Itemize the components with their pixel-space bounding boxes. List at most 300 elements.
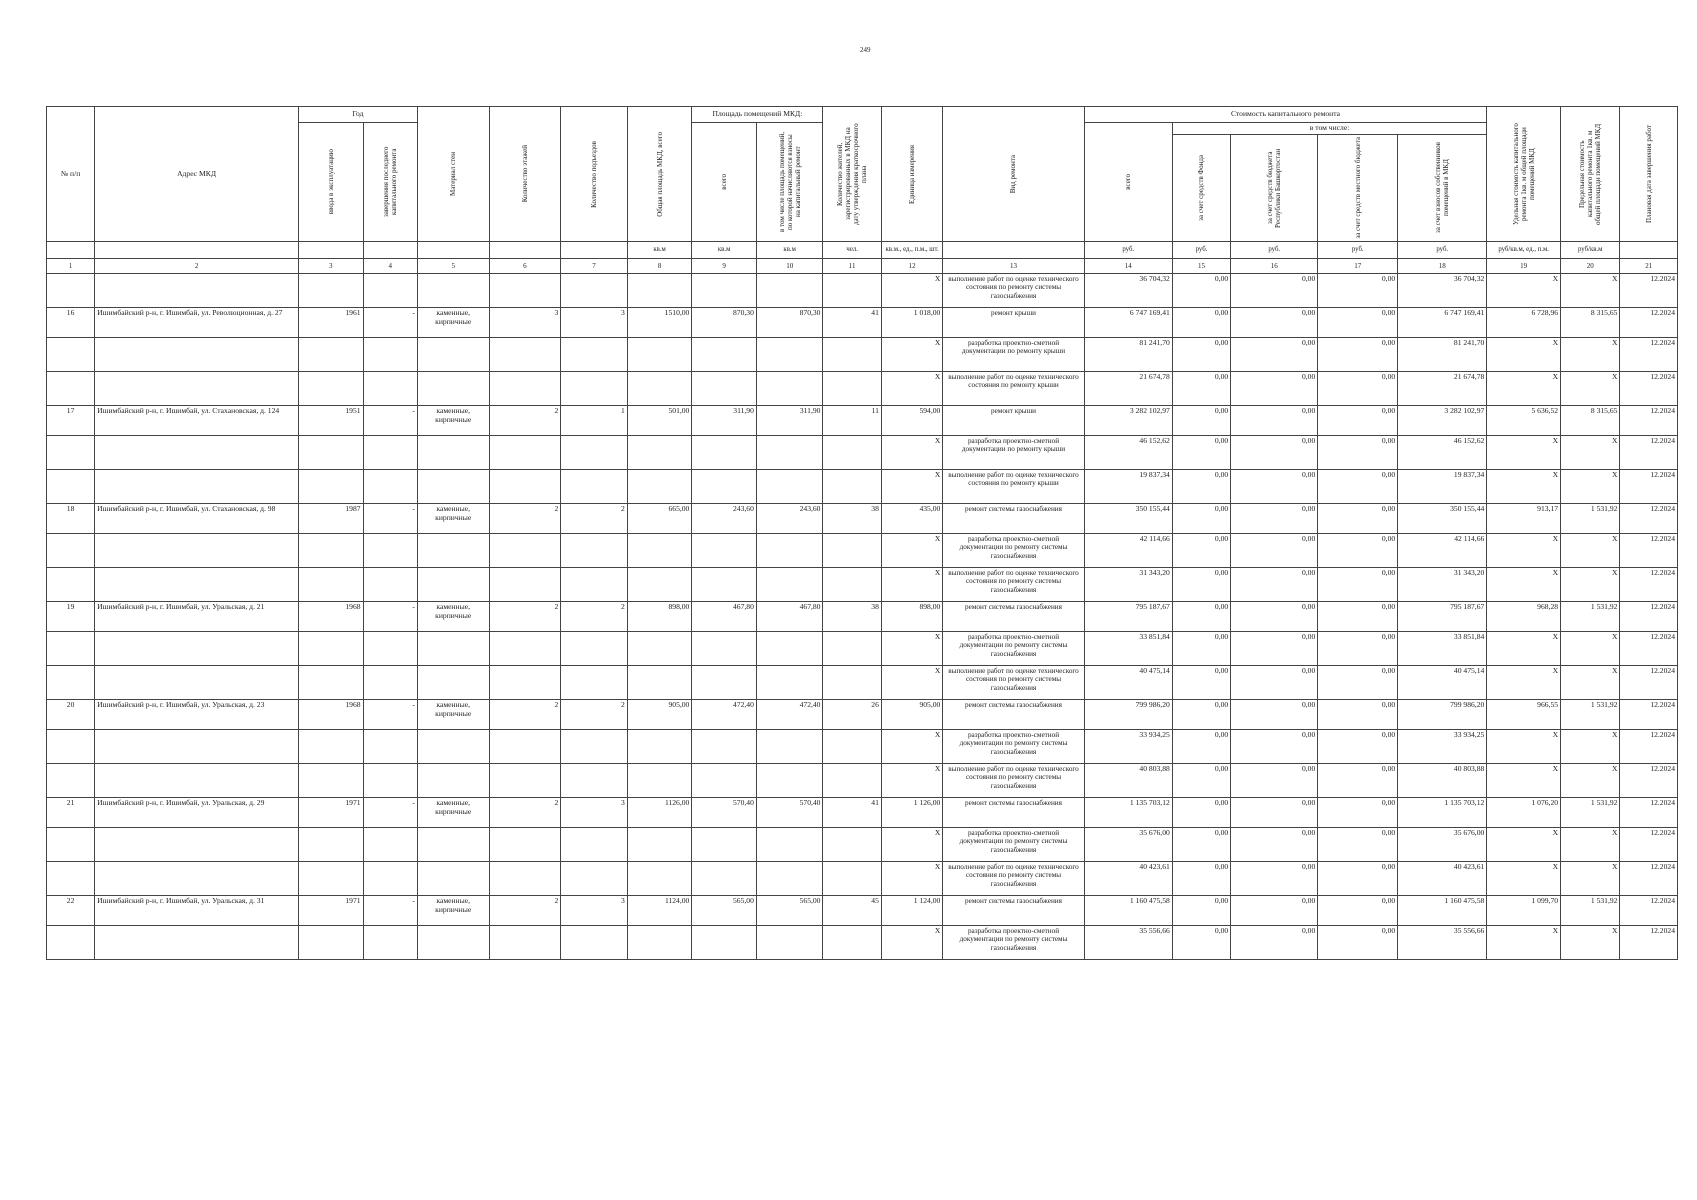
cost-fund-cell: 0,00 — [1172, 828, 1230, 862]
repair-type-cell: выполнение работ по оценке технического состояния по ремонту крыши — [943, 470, 1084, 504]
max-cost-cell: X — [1561, 274, 1620, 308]
empty-cell — [823, 274, 881, 308]
empty-cell — [299, 828, 364, 862]
repair-type-cell: разработка проектно-сметной документации по ремонту крыши — [943, 436, 1084, 470]
empty-cell — [417, 470, 489, 504]
empty-cell — [417, 534, 489, 568]
cost-total-cell: 36 704,32 — [1084, 274, 1172, 308]
cost-owners-cell: 81 241,70 — [1398, 338, 1487, 372]
table-row — [47, 862, 1678, 896]
header-max-cost: Предельная стоимость капитального ремонта 1кв. м общей площади помещений МКД — [1561, 107, 1620, 242]
empty-cell — [823, 372, 881, 406]
cost-local-cell: 0,00 — [1318, 274, 1398, 308]
empty-cell — [823, 666, 881, 700]
empty-cell — [561, 534, 628, 568]
specific-cost-cell: X — [1487, 568, 1561, 602]
max-cost-cell: X — [1561, 764, 1620, 798]
unit-cell: 898,00 — [881, 602, 942, 632]
row-number: 16 — [47, 308, 95, 338]
max-cost-cell: X — [1561, 436, 1620, 470]
repair-type-cell: разработка проектно-сметной документации по ремонту системы газоснабжения — [943, 534, 1084, 568]
empty-cell — [756, 534, 823, 568]
repair-type-cell: ремонт системы газоснабжения — [943, 896, 1084, 926]
cost-total-cell: 350 155,44 — [1084, 504, 1172, 534]
cost-republic-cell: 0,00 — [1231, 602, 1318, 632]
empty-cell — [756, 730, 823, 764]
floors-cell: 2 — [489, 406, 561, 436]
column-number: 2 — [95, 259, 299, 274]
address-cell: Ишимбайский р-н, г. Ишимбай, ул. Уральская, д. 23 — [95, 700, 299, 730]
cost-fund-cell: 0,00 — [1172, 372, 1230, 406]
table-row — [47, 730, 1678, 764]
total-area-cell: 898,00 — [627, 602, 692, 632]
empty-cell — [95, 730, 299, 764]
unit-cell: 1 018,00 — [881, 308, 942, 338]
total-area-cell: 1510,00 — [627, 308, 692, 338]
unit-c9: кв.м — [692, 242, 757, 259]
empty-cell — [363, 730, 417, 764]
empty-cell — [299, 372, 364, 406]
empty-cell — [489, 862, 561, 896]
cost-fund-cell: 0,00 — [1172, 700, 1230, 730]
empty-cell — [823, 338, 881, 372]
year-last-repair-cell: - — [363, 504, 417, 534]
floors-cell: 3 — [489, 308, 561, 338]
premises-subset-cell: 243,60 — [756, 504, 823, 534]
cost-republic-cell: 0,00 — [1231, 926, 1318, 960]
cost-local-cell: 0,00 — [1318, 436, 1398, 470]
empty-cell — [417, 372, 489, 406]
empty-cell — [756, 436, 823, 470]
empty-cell — [627, 862, 692, 896]
entrances-cell: 2 — [561, 602, 628, 632]
empty-cell — [823, 568, 881, 602]
unit-cell: X — [881, 274, 942, 308]
year-commission-cell: 1961 — [299, 308, 364, 338]
empty-cell — [756, 632, 823, 666]
row-number: 21 — [47, 798, 95, 828]
empty-cell — [692, 436, 757, 470]
unit-c20: руб/кв.м — [1561, 242, 1620, 259]
unit-cell: X — [881, 666, 942, 700]
empty-cell — [823, 926, 881, 960]
empty-cell — [692, 274, 757, 308]
cost-local-cell: 0,00 — [1318, 798, 1398, 828]
address-cell: Ишимбайский р-н, г. Ишимбай, ул. Стахановская, д. 124 — [95, 406, 299, 436]
empty-cell — [489, 274, 561, 308]
cost-local-cell: 0,00 — [1318, 470, 1398, 504]
specific-cost-cell: 1 076,20 — [1487, 798, 1561, 828]
empty-cell — [299, 730, 364, 764]
cost-local-cell: 0,00 — [1318, 862, 1398, 896]
cost-fund-cell: 0,00 — [1172, 338, 1230, 372]
cost-owners-cell: 40 803,88 — [1398, 764, 1487, 798]
premises-area-cell: 565,00 — [692, 896, 757, 926]
cost-owners-cell: 36 704,32 — [1398, 274, 1487, 308]
empty-cell — [756, 764, 823, 798]
repair-type-cell: выполнение работ по оценке технического состояния по ремонту системы газоснабжения — [943, 862, 1084, 896]
column-number: 9 — [692, 259, 757, 274]
empty-cell — [299, 470, 364, 504]
row-number: 17 — [47, 406, 95, 436]
column-number: 7 — [561, 259, 628, 274]
cost-total-cell: 33 934,25 — [1084, 730, 1172, 764]
cost-fund-cell: 0,00 — [1172, 632, 1230, 666]
header-cost-group: Стоимость капитального ремонта — [1084, 107, 1487, 123]
max-cost-cell: X — [1561, 372, 1620, 406]
column-number: 8 — [627, 259, 692, 274]
column-number: 17 — [1318, 259, 1398, 274]
cost-total-cell: 1 135 703,12 — [1084, 798, 1172, 828]
unit-c14: руб. — [1084, 242, 1172, 259]
cost-republic-cell: 0,00 — [1231, 406, 1318, 436]
cost-owners-cell: 46 152,62 — [1398, 436, 1487, 470]
cost-fund-cell: 0,00 — [1172, 274, 1230, 308]
cost-republic-cell: 0,00 — [1231, 730, 1318, 764]
empty-cell — [363, 632, 417, 666]
unit-cell: X — [881, 632, 942, 666]
header-specific-cost: Удельная стоимость капитального ремонта 1кв. м общей площади помещений МКД — [1487, 107, 1561, 242]
empty-cell — [489, 470, 561, 504]
empty-cell — [561, 666, 628, 700]
cost-republic-cell: 0,00 — [1231, 372, 1318, 406]
empty-cell — [299, 338, 364, 372]
max-cost-cell: 1 531,92 — [1561, 700, 1620, 730]
empty-cell — [627, 632, 692, 666]
max-cost-cell: 8 315,65 — [1561, 406, 1620, 436]
year-commission-cell: 1968 — [299, 602, 364, 632]
empty-cell — [47, 338, 95, 372]
unit-cell: 594,00 — [881, 406, 942, 436]
cost-fund-cell: 0,00 — [1172, 504, 1230, 534]
header-wall-material: Материал стен — [417, 107, 489, 242]
empty-cell — [95, 926, 299, 960]
cost-total-cell: 42 114,66 — [1084, 534, 1172, 568]
cost-total-cell: 81 241,70 — [1084, 338, 1172, 372]
unit-cell: X — [881, 436, 942, 470]
year-last-repair-cell: - — [363, 700, 417, 730]
empty-cell — [363, 926, 417, 960]
empty-cell — [823, 764, 881, 798]
repair-type-cell: разработка проектно-сметной документации по ремонту системы газоснабжения — [943, 926, 1084, 960]
entrances-cell: 1 — [561, 406, 628, 436]
repair-type-cell: ремонт системы газоснабжения — [943, 700, 1084, 730]
table-row — [47, 274, 1678, 308]
cost-republic-cell: 0,00 — [1231, 632, 1318, 666]
floors-cell: 2 — [489, 504, 561, 534]
wall-material-cell: каменные, кирпичные — [417, 504, 489, 534]
empty-cell — [47, 534, 95, 568]
cost-owners-cell: 33 851,84 — [1398, 632, 1487, 666]
empty-cell — [47, 436, 95, 470]
cost-republic-cell: 0,00 — [1231, 436, 1318, 470]
empty-cell — [95, 828, 299, 862]
cost-republic-cell: 0,00 — [1231, 504, 1318, 534]
deadline-cell: 12.2024 — [1620, 862, 1678, 896]
residents-cell: 38 — [823, 602, 881, 632]
specific-cost-cell: X — [1487, 926, 1561, 960]
row-number: 18 — [47, 504, 95, 534]
empty-cell — [95, 632, 299, 666]
unit-cell: 435,00 — [881, 504, 942, 534]
empty-cell — [627, 568, 692, 602]
cost-total-cell: 19 837,34 — [1084, 470, 1172, 504]
empty-cell — [561, 274, 628, 308]
cost-fund-cell: 0,00 — [1172, 798, 1230, 828]
premises-subset-cell: 565,00 — [756, 896, 823, 926]
empty-cell — [692, 666, 757, 700]
deadline-cell: 12.2024 — [1620, 926, 1678, 960]
deadline-cell: 12.2024 — [1620, 504, 1678, 534]
table-row — [47, 568, 1678, 602]
max-cost-cell: 1 531,92 — [1561, 896, 1620, 926]
header-floors: Количество этажей — [489, 107, 561, 242]
entrances-cell: 2 — [561, 504, 628, 534]
empty-cell — [561, 372, 628, 406]
unit-c10: кв.м — [756, 242, 823, 259]
year-last-repair-cell: - — [363, 896, 417, 926]
header-including: в том числе: — [1172, 123, 1487, 135]
table-row — [47, 436, 1678, 470]
specific-cost-cell: X — [1487, 372, 1561, 406]
empty-cell — [489, 338, 561, 372]
cost-fund-cell: 0,00 — [1172, 896, 1230, 926]
floors-cell: 2 — [489, 798, 561, 828]
cost-total-cell: 1 160 475,58 — [1084, 896, 1172, 926]
cost-owners-cell: 795 187,67 — [1398, 602, 1487, 632]
empty-cell — [627, 470, 692, 504]
column-number: 21 — [1620, 259, 1678, 274]
empty-cell — [47, 764, 95, 798]
empty-cell — [95, 274, 299, 308]
deadline-cell: 12.2024 — [1620, 338, 1678, 372]
total-area-cell: 1124,00 — [627, 896, 692, 926]
empty-cell — [692, 632, 757, 666]
cost-owners-cell: 31 343,20 — [1398, 568, 1487, 602]
empty-cell — [363, 828, 417, 862]
cost-owners-cell: 6 747 169,41 — [1398, 308, 1487, 338]
deadline-cell: 12.2024 — [1620, 700, 1678, 730]
cost-local-cell: 0,00 — [1318, 926, 1398, 960]
empty-cell — [692, 730, 757, 764]
deadline-cell: 12.2024 — [1620, 632, 1678, 666]
empty-cell — [95, 338, 299, 372]
specific-cost-cell: X — [1487, 274, 1561, 308]
wall-material-cell: каменные, кирпичные — [417, 700, 489, 730]
cost-owners-cell: 799 986,20 — [1398, 700, 1487, 730]
unit-c18: руб. — [1398, 242, 1487, 259]
cost-fund-cell: 0,00 — [1172, 862, 1230, 896]
unit-cell: X — [881, 730, 942, 764]
empty-cell — [47, 632, 95, 666]
empty-cell — [627, 338, 692, 372]
unit-cell: X — [881, 926, 942, 960]
max-cost-cell: X — [1561, 926, 1620, 960]
empty-cell — [692, 828, 757, 862]
cost-total-cell: 6 747 169,41 — [1084, 308, 1172, 338]
premises-area-cell: 311,90 — [692, 406, 757, 436]
header-premises-total: всего — [692, 123, 757, 242]
empty-cell — [417, 436, 489, 470]
cost-local-cell: 0,00 — [1318, 406, 1398, 436]
empty-cell — [627, 666, 692, 700]
table-row — [47, 896, 1678, 926]
unit-c16: руб. — [1231, 242, 1318, 259]
entrances-cell: 3 — [561, 896, 628, 926]
empty-cell — [692, 470, 757, 504]
empty-cell — [417, 666, 489, 700]
cost-owners-cell: 33 934,25 — [1398, 730, 1487, 764]
empty-cell — [692, 764, 757, 798]
repair-type-cell: ремонт крыши — [943, 308, 1084, 338]
table-row — [47, 764, 1678, 798]
table-row — [47, 632, 1678, 666]
empty-cell — [299, 764, 364, 798]
empty-cell — [299, 926, 364, 960]
cost-republic-cell: 0,00 — [1231, 764, 1318, 798]
premises-subset-cell: 311,90 — [756, 406, 823, 436]
cost-total-cell: 21 674,78 — [1084, 372, 1172, 406]
unit-c15: руб. — [1172, 242, 1230, 259]
table-row — [47, 308, 1678, 338]
address-cell: Ишимбайский р-н, г. Ишимбай, ул. Уральская, д. 21 — [95, 602, 299, 632]
empty-cell — [823, 730, 881, 764]
repair-type-cell: разработка проектно-сметной документации по ремонту системы газоснабжения — [943, 632, 1084, 666]
empty-cell — [95, 568, 299, 602]
empty-cell — [561, 730, 628, 764]
cost-local-cell: 0,00 — [1318, 504, 1398, 534]
specific-cost-cell: X — [1487, 730, 1561, 764]
header-cost-local: за счет средств местного бюджета — [1318, 135, 1398, 242]
empty-cell — [756, 828, 823, 862]
cost-republic-cell: 0,00 — [1231, 338, 1318, 372]
specific-cost-cell: X — [1487, 436, 1561, 470]
empty-cell — [489, 926, 561, 960]
repair-type-cell: ремонт крыши — [943, 406, 1084, 436]
repair-type-cell: разработка проектно-сметной документации по ремонту системы газоснабжения — [943, 828, 1084, 862]
units-row — [47, 242, 1678, 259]
specific-cost-cell: X — [1487, 862, 1561, 896]
premises-subset-cell: 467,80 — [756, 602, 823, 632]
unit-cell: 905,00 — [881, 700, 942, 730]
empty-cell — [417, 926, 489, 960]
cost-fund-cell: 0,00 — [1172, 666, 1230, 700]
empty-cell — [692, 534, 757, 568]
cost-total-cell: 40 475,14 — [1084, 666, 1172, 700]
specific-cost-cell: X — [1487, 338, 1561, 372]
empty-cell — [299, 862, 364, 896]
year-commission-cell: 1968 — [299, 700, 364, 730]
empty-cell — [823, 470, 881, 504]
residents-cell: 41 — [823, 798, 881, 828]
empty-cell — [417, 764, 489, 798]
empty-cell — [823, 534, 881, 568]
cost-republic-cell: 0,00 — [1231, 568, 1318, 602]
empty-cell — [95, 764, 299, 798]
empty-cell — [692, 926, 757, 960]
cost-total-cell: 35 676,00 — [1084, 828, 1172, 862]
empty-cell — [561, 764, 628, 798]
header-address: Адрес МКД — [95, 107, 299, 242]
max-cost-cell: X — [1561, 632, 1620, 666]
repair-type-cell: выполнение работ по оценке технического состояния по ремонту системы газоснабжения — [943, 568, 1084, 602]
table-row — [47, 534, 1678, 568]
header-total-area: Общая площадь МКД, всего — [627, 107, 692, 242]
empty-cell — [756, 568, 823, 602]
empty-cell — [417, 632, 489, 666]
cost-local-cell: 0,00 — [1318, 534, 1398, 568]
premises-area-cell: 570,40 — [692, 798, 757, 828]
column-numbers-row — [47, 259, 1678, 274]
deadline-cell: 12.2024 — [1620, 436, 1678, 470]
deadline-cell: 12.2024 — [1620, 602, 1678, 632]
max-cost-cell: X — [1561, 338, 1620, 372]
cost-owners-cell: 19 837,34 — [1398, 470, 1487, 504]
empty-cell — [299, 436, 364, 470]
empty-cell — [692, 372, 757, 406]
wall-material-cell: каменные, кирпичные — [417, 896, 489, 926]
premises-subset-cell: 472,40 — [756, 700, 823, 730]
floors-cell: 2 — [489, 896, 561, 926]
max-cost-cell: 1 531,92 — [1561, 798, 1620, 828]
empty-cell — [417, 828, 489, 862]
header-cost-total: всего — [1084, 123, 1172, 242]
cost-local-cell: 0,00 — [1318, 828, 1398, 862]
empty-cell — [299, 568, 364, 602]
specific-cost-cell: X — [1487, 764, 1561, 798]
empty-cell — [417, 568, 489, 602]
empty-cell — [489, 632, 561, 666]
total-area-cell: 501,00 — [627, 406, 692, 436]
unit-cell: X — [881, 764, 942, 798]
year-last-repair-cell: - — [363, 602, 417, 632]
cost-republic-cell: 0,00 — [1231, 828, 1318, 862]
year-commission-cell: 1971 — [299, 896, 364, 926]
empty-cell — [756, 338, 823, 372]
deadline-cell: 12.2024 — [1620, 470, 1678, 504]
empty-cell — [627, 436, 692, 470]
cost-local-cell: 0,00 — [1318, 764, 1398, 798]
max-cost-cell: X — [1561, 470, 1620, 504]
max-cost-cell: X — [1561, 568, 1620, 602]
header-premises-group: Площадь помещений МКД: — [692, 107, 823, 123]
max-cost-cell: 8 315,65 — [1561, 308, 1620, 338]
specific-cost-cell: 966,55 — [1487, 700, 1561, 730]
empty-cell — [561, 828, 628, 862]
specific-cost-cell: X — [1487, 666, 1561, 700]
column-number: 19 — [1487, 259, 1561, 274]
empty-cell — [417, 338, 489, 372]
empty-cell — [299, 534, 364, 568]
empty-cell — [627, 730, 692, 764]
year-last-repair-cell: - — [363, 308, 417, 338]
column-number: 16 — [1231, 259, 1318, 274]
empty-cell — [363, 274, 417, 308]
cost-total-cell: 40 803,88 — [1084, 764, 1172, 798]
empty-cell — [627, 534, 692, 568]
cost-fund-cell: 0,00 — [1172, 926, 1230, 960]
empty-cell — [363, 534, 417, 568]
deadline-cell: 12.2024 — [1620, 274, 1678, 308]
cost-republic-cell: 0,00 — [1231, 700, 1318, 730]
specific-cost-cell: 1 099,70 — [1487, 896, 1561, 926]
empty-cell — [823, 436, 881, 470]
cost-local-cell: 0,00 — [1318, 602, 1398, 632]
deadline-cell: 12.2024 — [1620, 730, 1678, 764]
empty-cell — [363, 764, 417, 798]
deadline-cell: 12.2024 — [1620, 568, 1678, 602]
empty-cell — [47, 274, 95, 308]
